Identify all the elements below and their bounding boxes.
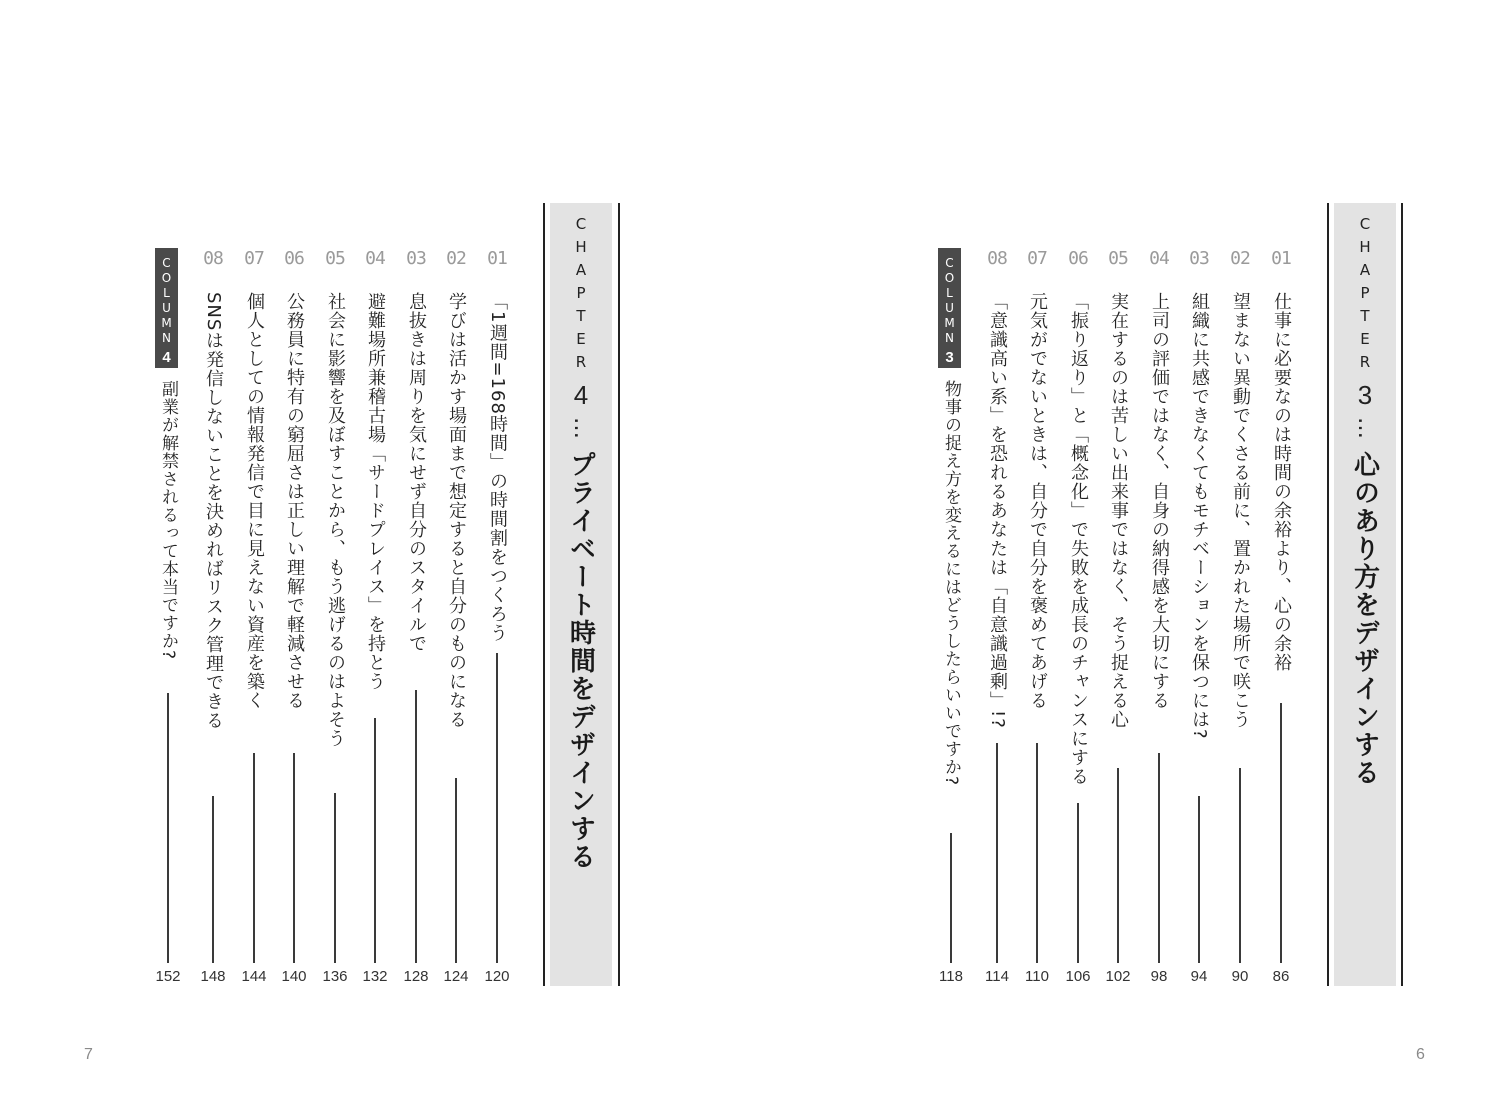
column-entry: [934, 248, 968, 988]
entry-number: 07: [1027, 248, 1047, 269]
entry-page: 132: [362, 968, 388, 985]
chapter-number: 4: [573, 380, 589, 410]
entry-title: 望まない異動でくさる前に、置かれた場所で咲こう: [1230, 292, 1251, 729]
leader-line: [950, 833, 952, 963]
toc-entry: [1101, 248, 1135, 988]
entry-page: 102: [1105, 968, 1131, 985]
entry-page: 94: [1190, 968, 1208, 985]
entry-page: 106: [1065, 968, 1091, 985]
column-title: 物事の捉え方を変えるにはどうしたらいいですか?: [941, 380, 961, 787]
leader-line: [167, 693, 169, 963]
entry-title: 「振り返り」と「概念化」で失敗を成長のチャンスにする: [1068, 292, 1089, 786]
entry-page: 144: [241, 968, 267, 985]
column-number: 3: [945, 349, 954, 366]
column-tag: [155, 248, 178, 368]
chapter-title: プライベート時間をデザインする: [565, 451, 596, 871]
chapter-3-heading: [1334, 215, 1396, 787]
chapter-3-rule-right: [1401, 203, 1403, 986]
chapter-label: CHAPTER: [1356, 215, 1374, 376]
column-number: 4: [162, 349, 171, 366]
chapter-4-rule-left: [543, 203, 545, 986]
entry-title: 上司の評価ではなく、自身の納得感を大切にする: [1149, 292, 1170, 710]
toc-entry: [980, 248, 1014, 988]
leader-line: [253, 753, 255, 963]
toc-entry: [318, 248, 352, 988]
toc-entry: [358, 248, 392, 988]
entry-page: 148: [200, 968, 226, 985]
entry-title: 個人としての情報発信で目に見えない資産を築く: [244, 292, 265, 710]
page-number: 7: [84, 1046, 94, 1063]
chapter-separator: …: [569, 417, 594, 439]
entry-page: 128: [403, 968, 429, 985]
toc-entry: [1182, 248, 1216, 988]
toc-entry: [277, 248, 311, 988]
toc-entry: [1142, 248, 1176, 988]
leader-line: [1117, 768, 1119, 963]
entry-number: 06: [284, 248, 304, 269]
entry-title: 息抜きは周りを気にせず自分のスタイルで: [406, 292, 427, 653]
chapter-3-rule-left: [1327, 203, 1329, 986]
toc-entry: [237, 248, 271, 988]
entry-page: 98: [1150, 968, 1168, 985]
entry-title: 組織に共感できなくてもモチベーションを保つには?: [1189, 292, 1210, 740]
leader-line: [496, 653, 498, 963]
entry-title: 「意識高い系」を恐れるあなたは「自意識過剰」!?: [987, 292, 1008, 729]
column-entry: [151, 248, 185, 988]
entry-number: 03: [1189, 248, 1209, 269]
entry-number: 01: [487, 248, 507, 269]
entry-title: 社会に影響を及ぼすことから、もう逃げるのはよそう: [325, 292, 346, 748]
entry-number: 04: [365, 248, 385, 269]
page-number: 6: [1416, 1046, 1426, 1063]
entry-page: 140: [281, 968, 307, 985]
leader-line: [1036, 743, 1038, 963]
entry-title: SNSは発信しないことを決めればリスク管理できる: [203, 292, 224, 731]
leader-line: [996, 743, 998, 963]
entry-number: 03: [406, 248, 426, 269]
entry-number: 02: [1230, 248, 1250, 269]
leader-line: [1239, 768, 1241, 963]
entry-number: 05: [325, 248, 345, 269]
chapter-title: 心のあり方をデザインする: [1349, 451, 1380, 787]
entry-title: 学びは活かす場面まで想定すると自分のものになる: [446, 292, 467, 729]
entry-number: 07: [244, 248, 264, 269]
leader-line: [1280, 703, 1282, 963]
entry-number: 02: [446, 248, 466, 269]
entry-title: 元気がでないときは、自分で自分を褒めてあげる: [1027, 292, 1048, 710]
entry-title: 「1週間=168時間」の時間割をつくろう: [487, 292, 508, 643]
entry-page: 120: [484, 968, 510, 985]
entry-title: 公務員に特有の窮屈さは正しい理解で軽減させる: [284, 292, 305, 710]
leader-line: [293, 753, 295, 963]
entry-page: 118: [939, 968, 963, 985]
toc-entry: [196, 248, 230, 988]
leader-line: [455, 778, 457, 963]
leader-line: [1198, 796, 1200, 963]
entry-page: 152: [155, 968, 181, 985]
chapter-4-rule-right: [618, 203, 620, 986]
entry-number: 06: [1068, 248, 1088, 269]
toc-entry: [1223, 248, 1257, 988]
leader-line: [374, 718, 376, 963]
entry-page: 110: [1025, 968, 1049, 985]
toc-entry: [399, 248, 433, 988]
entry-page: 86: [1272, 968, 1290, 985]
entry-number: 05: [1108, 248, 1128, 269]
toc-entry: [480, 248, 514, 988]
entry-title: 仕事に必要なのは時間の余裕より、心の余裕: [1271, 292, 1292, 672]
column-tag: [938, 248, 961, 368]
chapter-4-heading: [550, 215, 612, 871]
entry-title: 実在するのは苦しい出来事ではなく、そう捉える心: [1108, 292, 1129, 729]
toc-entry: [439, 248, 473, 988]
toc-entry: [1020, 248, 1054, 988]
entry-page: 136: [322, 968, 348, 985]
toc-entry: [1061, 248, 1095, 988]
chapter-label: CHAPTER: [572, 215, 590, 376]
entry-page: 90: [1231, 968, 1249, 985]
leader-line: [212, 796, 214, 963]
entry-number: 08: [203, 248, 223, 269]
entry-number: 08: [987, 248, 1007, 269]
leader-line: [1077, 803, 1079, 963]
entry-title: 避難場所兼稽古場「サードプレイス」を持とう: [365, 292, 386, 691]
right-page: [756, 0, 1512, 1111]
entry-page: 114: [985, 968, 1009, 985]
column-title: 副業が解禁されるって本当ですか?: [158, 380, 178, 661]
toc-entry: [1264, 248, 1298, 988]
column-label: COLUMN: [942, 256, 957, 346]
chapter-number: 3: [1357, 380, 1373, 410]
chapter-separator: …: [1353, 417, 1378, 439]
leader-line: [334, 793, 336, 963]
entry-number: 04: [1149, 248, 1169, 269]
column-label: COLUMN: [159, 256, 174, 346]
leader-line: [415, 690, 417, 963]
entry-number: 01: [1271, 248, 1291, 269]
entry-page: 124: [443, 968, 469, 985]
leader-line: [1158, 753, 1160, 963]
